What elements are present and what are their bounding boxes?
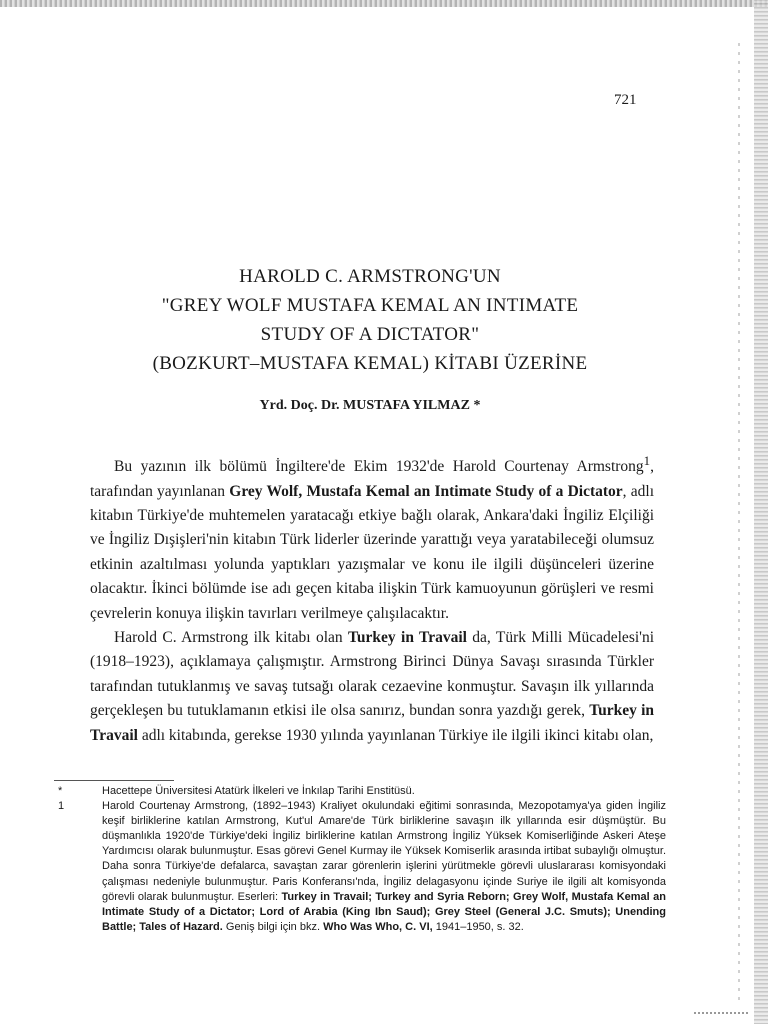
book-title-turkey-in-travail-2: Turkey in Travail (90, 702, 654, 744)
fn1-text-1: Harold Courtenay Armstrong, (1892–1943) Kraliyet okulundaki eğitimi sonrasında, Mezopotamya'ya giden İngiliz keşif birliklerine katılan Armstrong, Kut'ul Amare'de Türk birliklerine savaşın ilk yıllarında esir düşmüştür. Bu düşmanlıkla 1920'de Türkiye'deki İngiliz birliklerine katılan Armstrong İngiliz Yüksek Komiserliğinde Askeri Ateşe Yardımcısı olarak bulunmuştur. Esas görevi Genel Kurmay ile Yüksek Komiserlik arasında irtibat subaylığı olmuştur. Daha sonra Türkiye'de defalarca, savaştan zarar görenlerin işlerini yürütmekle görevli uluslararası komisyondaki çalışması nedeniyle bulunmuştur. Paris Konferansı'nda, İngiliz delagasyonu içinde Suriye ile ilgili alt komisyonda görevli olarak bulunmuştur. Eserleri: (102, 800, 666, 903)
footnote-1 (58, 799, 666, 935)
p1-text-3: , adlı kitabın Türkiye'de muhtemelen yaratacağı etkiye bağlı olarak, Ankara'daki İngiliz Elçiliği ve İngiliz Dışişleri'nin kitabın Türk liderler üzerinde yarattığı veya yaratabileceği olumsuz etkinin azaltılması yolunda yaptıkları yazışmalar ve konu ile ilgili düşünceleri üzerine olacaktır. İkinci bölümde ise adı geçen kitaba ilişkin Türk kamuoyunun görüşleri ve resmi çevrelerin konuya ilişkin tavırları verilmeye çalışılacaktır. (90, 482, 655, 622)
fn1-reference-title: Who Was Who, C. VI, (323, 920, 433, 933)
p2-text-1: Harold C. Armstrong ilk kitabı olan (114, 629, 348, 646)
footnote-star-mark: * (58, 785, 63, 797)
p2-text-2: da, Türk Milli Mücadelesi'ni (1918–1923), açıklamaya çalışmıştır. Armstrong Birinci Dünya Savaşı sırasında Türkler tarafından tutuklanmış ve savaş tutsağı olarak cezaevine konmuştur. Savaşın ilk yıllarında gerçekleşen bu tutuklamanın etkisi ile olsa sanırız, bundan sonra yazdığı gerek, (90, 629, 654, 720)
title-line-4: (BOZKURT–MUSTAFA KEMAL) KİTABI ÜZERİNE (152, 353, 588, 374)
paragraph-2 (90, 626, 654, 748)
scan-edge-right (754, 0, 768, 1024)
author-name: Yrd. Doç. Dr. MUSTAFA YILMAZ (259, 398, 470, 413)
footnote-1-mark: 1 (58, 800, 65, 813)
book-title-turkey-in-travail: Turkey in Travail (348, 629, 467, 646)
footnotes (58, 784, 666, 935)
fn1-works-list: Turkey in Travail; Turkey and Syria Reborn; Grey Wolf, Mustafa Kemal an Intimate Study of a Dictator; Lord of Arabia (King Ibn Saud); Grey Steel (General J.C. Smuts); Unending Battle; Tales of Hazard. (102, 890, 666, 933)
book-title-grey-wolf: Grey Wolf, Mustafa Kemal an Intimate Study of a Dictator (229, 482, 623, 500)
title-line-2: "GREY WOLF MUSTAFA KEMAL AN INTIMATE (161, 295, 579, 316)
footnote-star-text: Hacettepe Üniversitesi Atatürk İlkeleri ve İnkılap Tarihi Enstitüsü. (102, 785, 415, 797)
scan-edge-top (0, 0, 768, 7)
title-line-1: HAROLD C. ARMSTRONG'UN (239, 266, 501, 287)
footnote-ref-1: 1 (643, 453, 651, 468)
scan-dash-right (738, 40, 740, 1000)
p2-text-3: adlı kitabında, gerekse 1930 yılında yayınlanan Türkiye ile ilgili ikinci kitabı olan, (137, 726, 654, 744)
article-body (90, 449, 654, 748)
fn1-text-2: Geniş bilgi için bkz. (222, 920, 324, 933)
scan-edge-bottom (694, 1012, 750, 1014)
p1-text-2: , tarafından yayınlanan (90, 458, 654, 500)
title-line-3: STUDY OF A DICTATOR" (260, 324, 480, 345)
article-title (60, 262, 680, 378)
p1-text-1: Bu yazının ilk bölümü İngiltere'de Ekim 1932'de Harold Courtenay Armstrong (114, 458, 644, 476)
fn1-text-3: 1941–1950, s. 32. (432, 920, 524, 933)
author-line (60, 398, 680, 414)
footnote-star (58, 784, 666, 799)
footnote-1-text (102, 799, 666, 935)
page-number: 721 (614, 92, 637, 108)
paragraph-1 (90, 449, 654, 626)
author-footnote-marker: * (473, 398, 481, 413)
footnote-divider (54, 780, 174, 781)
